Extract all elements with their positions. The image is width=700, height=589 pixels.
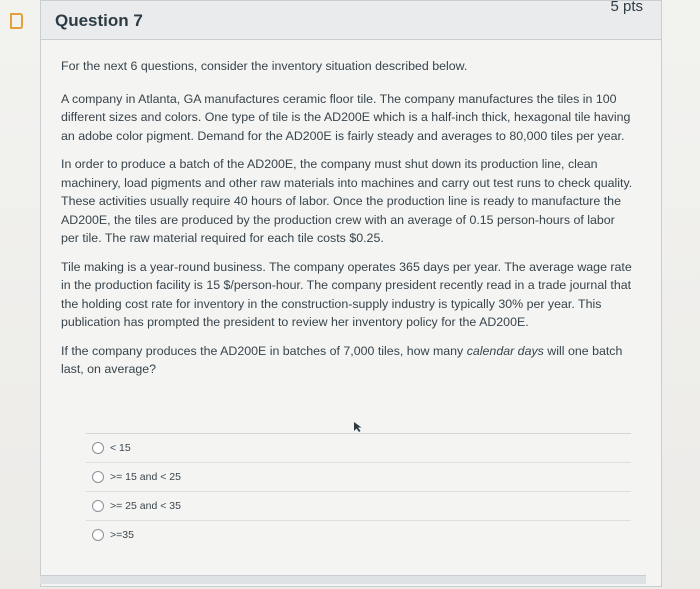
prompt-emphasis: calendar days bbox=[466, 343, 544, 358]
intro-text: For the next 6 questions, consider the inventory situation described below. bbox=[61, 59, 468, 73]
radio-button[interactable] bbox=[92, 471, 104, 483]
question-points: 5 pts bbox=[610, 0, 643, 15]
radio-button[interactable] bbox=[92, 500, 104, 512]
answer-option[interactable] bbox=[86, 520, 631, 549]
bookmark-flag-icon[interactable] bbox=[8, 12, 24, 30]
answer-list bbox=[86, 433, 631, 549]
answer-label: >= 15 and < 25 bbox=[110, 471, 181, 483]
next-question-edge bbox=[40, 575, 646, 584]
radio-button[interactable] bbox=[92, 529, 104, 541]
answer-label: < 15 bbox=[110, 442, 131, 454]
question-prompt: If the company produces the AD200E in batches of 7,000 tiles, how many calendar days will one batch last, on average? bbox=[61, 343, 623, 376]
question-body bbox=[61, 57, 636, 389]
answer-option[interactable] bbox=[86, 433, 631, 462]
question-card bbox=[40, 0, 662, 587]
answer-label: >= 25 and < 35 bbox=[110, 500, 181, 512]
question-title: Question 7 bbox=[55, 11, 143, 30]
paragraph-company: A company in Atlanta, GA manufactures ceramic floor tile. The company manufactures the tiles in 100 different sizes and colors. One type of tile is the AD200E which is a half-inch thick, hexagonal tile having an adobe color pigment. Demand for the AD200E is fairly steady and averages to 80,000 tiles per year. bbox=[61, 91, 631, 143]
paragraph-production: In order to produce a batch of the AD200E, the company must shut down its production line, clean machinery, load pigments and other raw materials into machines and carry out test runs to check quality. These activities usually require 40 hours of labor. Once the production line is ready to manufacture the AD200E, the tiles are produced by the production crew with an average of 0.15 person-hours of labor per tile. The raw material required for each tile costs $0.25. bbox=[61, 157, 633, 245]
paragraph-business: Tile making is a year-round business. The company operates 365 days per year. The average wage rate in the production facility is 15 $/person-hour. The company president recently read in a trade journal that the holding cost rate for inventory in the construction-supply industry is typically 30% per year. This publication has prompted the president to review her inventory policy for the AD200E. bbox=[61, 259, 632, 329]
mouse-cursor-icon bbox=[353, 421, 363, 433]
answer-option[interactable] bbox=[86, 491, 631, 520]
answer-option[interactable] bbox=[86, 462, 631, 491]
question-header bbox=[41, 1, 661, 40]
answer-label: >=35 bbox=[110, 529, 134, 541]
radio-button[interactable] bbox=[92, 442, 104, 454]
